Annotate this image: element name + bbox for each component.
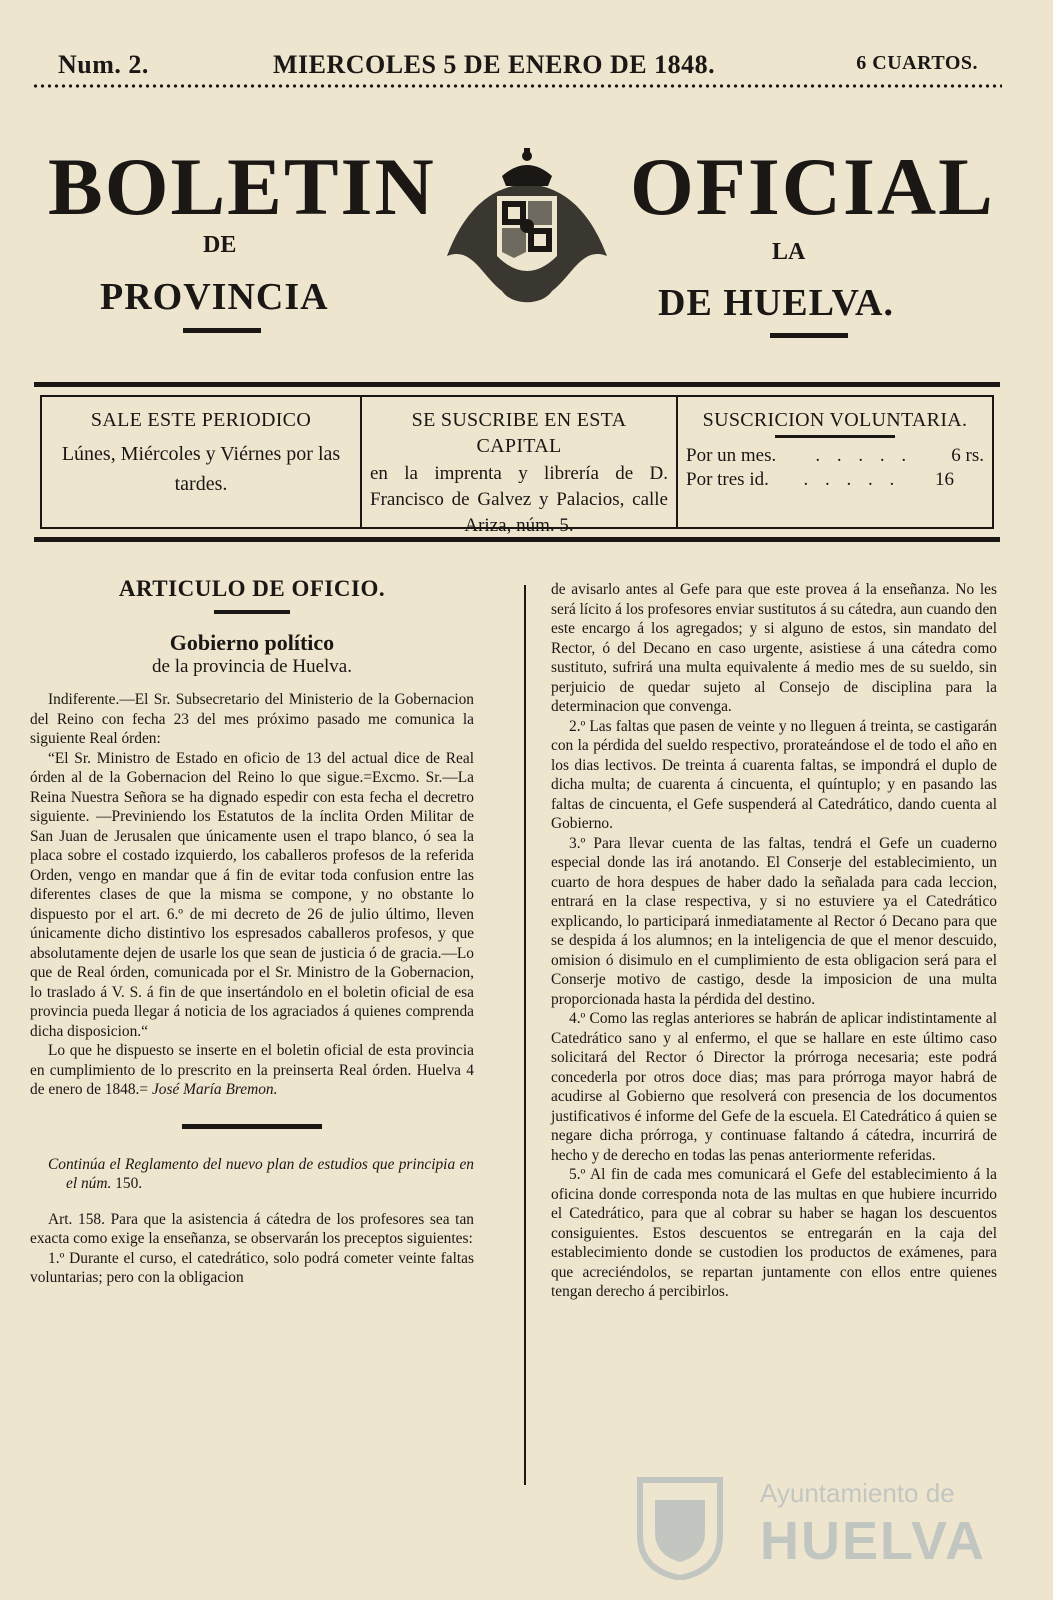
rate-month-dots: . . . . . (815, 445, 913, 466)
article-paragraph: de avisarlo antes al Gefe para que este provea á la enseñanza. No les será lícito á los profesores enviar sustitutos á su cátedra, aun cuando den este encargo á los agregados; y si alguno de estos, sin mandato del Rector, ó del Decano en caso urgente, asistiese á una cátedra como sustituto, sufrirá una multa equivalente á medio mes de su sueldo, sin perjuicio de quedar sujeto al Consejo de disciplina para la determinacion que convenga. (551, 581, 997, 715)
publication-schedule (42, 397, 360, 527)
masthead-de: DE (203, 232, 237, 258)
royal-crest-icon (442, 146, 612, 311)
ornamental-rule (32, 83, 1002, 89)
article-paragraph (30, 1041, 474, 1100)
location-text: en la imprenta y librería de D. Francisco de Galvez y Palacios, calle Ariza, núm. 5. (370, 463, 668, 536)
subscription-location (360, 397, 678, 536)
watermark-line2: HUELVA (760, 1511, 986, 1571)
article-paragraph: 1.º Durante el curso, el catedrático, solo podrá cometer veinte faltas voluntarias; pero con la obligacion (30, 1249, 474, 1286)
issue-line (58, 50, 978, 80)
city-seal-icon (630, 1470, 730, 1580)
article-paragraph: 3.º Para llevar cuenta de las faltas, tendrá el Gefe un cuaderno especial donde las irá anotando. El Conserje del establecimiento, un cuarto de hora despues de haber dado la señalada para cada leccion, entrará en la clase respectiva, y si no estuviere ya el Catedrático explicando, lo participará inmediatamente al Rector ó Decano para que se despida á los alumnos; en la inteligencia de que el menor descuido, omision ó disimulo en el cumplimiento de esta obligacion será para el Conserje motivo de castigo, desde la imposicion de una multa proporcionada hasta la pérdida del destino. (551, 834, 997, 1008)
separator-rule (182, 1124, 322, 1129)
article-paragraph: 4.º Como las reglas anteriores se habrán de aplicar indistintamente al Catedrático sano y al enfermo, el que se hallare en este último caso solicitará del Rector ó Director la prórroga necesaria; este podrá concederla por otros doce dias; mas para prórroga mayor habrá de acudirse al Gobierno que resolverá con presencia de los documentos justificativos é informe del Gefe de la escuela. El Catedrático á quien se negare dicha prórroga, y continuase faltando á cátedra, incurrirá de hecho y de derecho en todas las penas anteriormente referidas. (551, 1010, 997, 1164)
article-paragraph: 2.º Las faltas que pasen de veinte y no lleguen á treinta, se castigarán con la pérdida del sueldo respectivo, prorateándose el de todo el año en los dias lectivos. De treinta á cuarenta faltas, se impondrá el duplo de dicha multa; de cuarenta á cincuenta, el quíntuplo; y en pasando las faltas de cincuenta, el Gefe suspenderá al Catedrático, dando cuenta al Gobierno. (551, 717, 997, 832)
rate-quarter-value: 16 (935, 469, 954, 490)
rate-month-label: Por un mes. (686, 445, 777, 466)
continuation-text: Continúa el Reglamento del nuevo plan de estudios que principia en el núm. (48, 1155, 474, 1192)
masthead-de-huelva: DE HUELVA. (658, 282, 894, 324)
heading-rule (214, 610, 290, 614)
rate-row-month (686, 444, 984, 468)
masthead-rule-left (183, 328, 261, 333)
schedule-heading: SALE ESTE PERIODICO (90, 409, 312, 431)
rates-rule (775, 435, 895, 438)
masthead-la: LA (772, 239, 806, 265)
masthead-oficial: OFICIAL (630, 141, 995, 232)
rate-row-quarter (686, 468, 984, 492)
article-paragraph: Art. 158. Para que la asistencia á cátedra de los profesores sea tan exacta como exige la enseñanza, se observarán los preceptos siguientes: (30, 1210, 474, 1247)
rates-heading: SUSCRICION VOLUNTARIA. (702, 409, 968, 431)
article-paragraph: “El Sr. Ministro de Estado en oficio de 13 del actual dice de Real órden al de la Gobernacion del Reino lo que sigue.=Excmo. Sr.—La Reina Nuestra Señora se ha dignado espedir con esta fecha el decretro siguiente. —Previniendo los Estatutos de la ínclita Orden Militar de San Juan de Jerusalen que únicamente usen el trapo blanco, ó sea la placa sobre el costado izquierdo, los caballeros profesos de la referida Orden, vengo en mandar que á fin de evitar toda confusion entre las diferentes clases de que la misma se compone, y no obstante lo dispuesto por el art. 6.º de mi decreto de 26 de julio último, lleven únicamente dicho distintivo los espresados caballeros profesos, y que absolutamente dejen de usarle los que sean de justicia ó de gracia.—Lo que de Real órden, comunicada por el Sr. Ministro de la Gobernacion, lo traslado á V. S. á fin de que insertándolo en el boletin oficial de esa provincia pueda llegar á noticia de los agraciados á quienes comprenda dicha disposicion.“ (30, 749, 474, 1040)
rate-quarter-dots: . . . . . (803, 469, 901, 490)
subscription-box (34, 382, 1000, 542)
rate-quarter-label: Por tres id. (686, 469, 769, 490)
right-column (551, 580, 997, 1302)
masthead-rule-right (770, 333, 848, 338)
subscription-rates (678, 397, 992, 527)
left-column (30, 576, 474, 1288)
issue-price: 6 CUARTOS. (856, 52, 978, 74)
article-paragraph: 5.º Al fin de cada mes comunicará el Gefe del establecimiento á la oficina donde corresponda nota de las multas en que hubiere incurrido el Catedrático, para que al cobrar su haber se hagan los descuentos consiguientes. Estos descuentos se entregarán en la caja del establecimiento donde se custodien los productos de exámenes, para que acreciéndolos, se repartan juntamente con ellos entre quienes tengan derecho á percibirlos. (551, 1166, 997, 1300)
closing-text: Lo que he dispuesto se inserte en el boletin oficial de esta provincia en cumplimiento de lo prescrito en la preinserta Real órden. Huelva 4 de enero de 1848.= (30, 1042, 474, 1098)
article-title: Gobierno político (169, 630, 335, 655)
rate-month-value: 6 rs. (951, 445, 984, 466)
continuation-number: 150. (115, 1175, 143, 1192)
article-subtitle: de la provincia de Huelva. (152, 656, 352, 677)
section-heading: ARTICULO DE OFICIO. (118, 576, 386, 601)
article-paragraph: Indiferente.—El Sr. Subsecretario del Ministerio de la Gobernacion del Reino con fecha 23 del mes próximo pasado me comunica la siguiente Real órden: (30, 691, 474, 747)
masthead-provincia: PROVINCIA (100, 276, 329, 318)
issue-date: MIERCOLES 5 DE ENERO DE 1848. (273, 50, 716, 79)
signature: José María Bremon. (151, 1081, 278, 1098)
issue-number: Num. 2. (58, 50, 149, 79)
column-divider (524, 585, 526, 1485)
archive-watermark (630, 1470, 990, 1580)
continuation-note (48, 1155, 474, 1194)
schedule-text: Lúnes, Miércoles y Viérnes por las tardes. (61, 443, 341, 495)
location-heading: SE SUSCRIBE EN ESTA CAPITAL (411, 409, 627, 457)
masthead-boletin: BOLETIN (48, 141, 436, 232)
watermark-line1: Ayuntamiento de (760, 1478, 955, 1508)
